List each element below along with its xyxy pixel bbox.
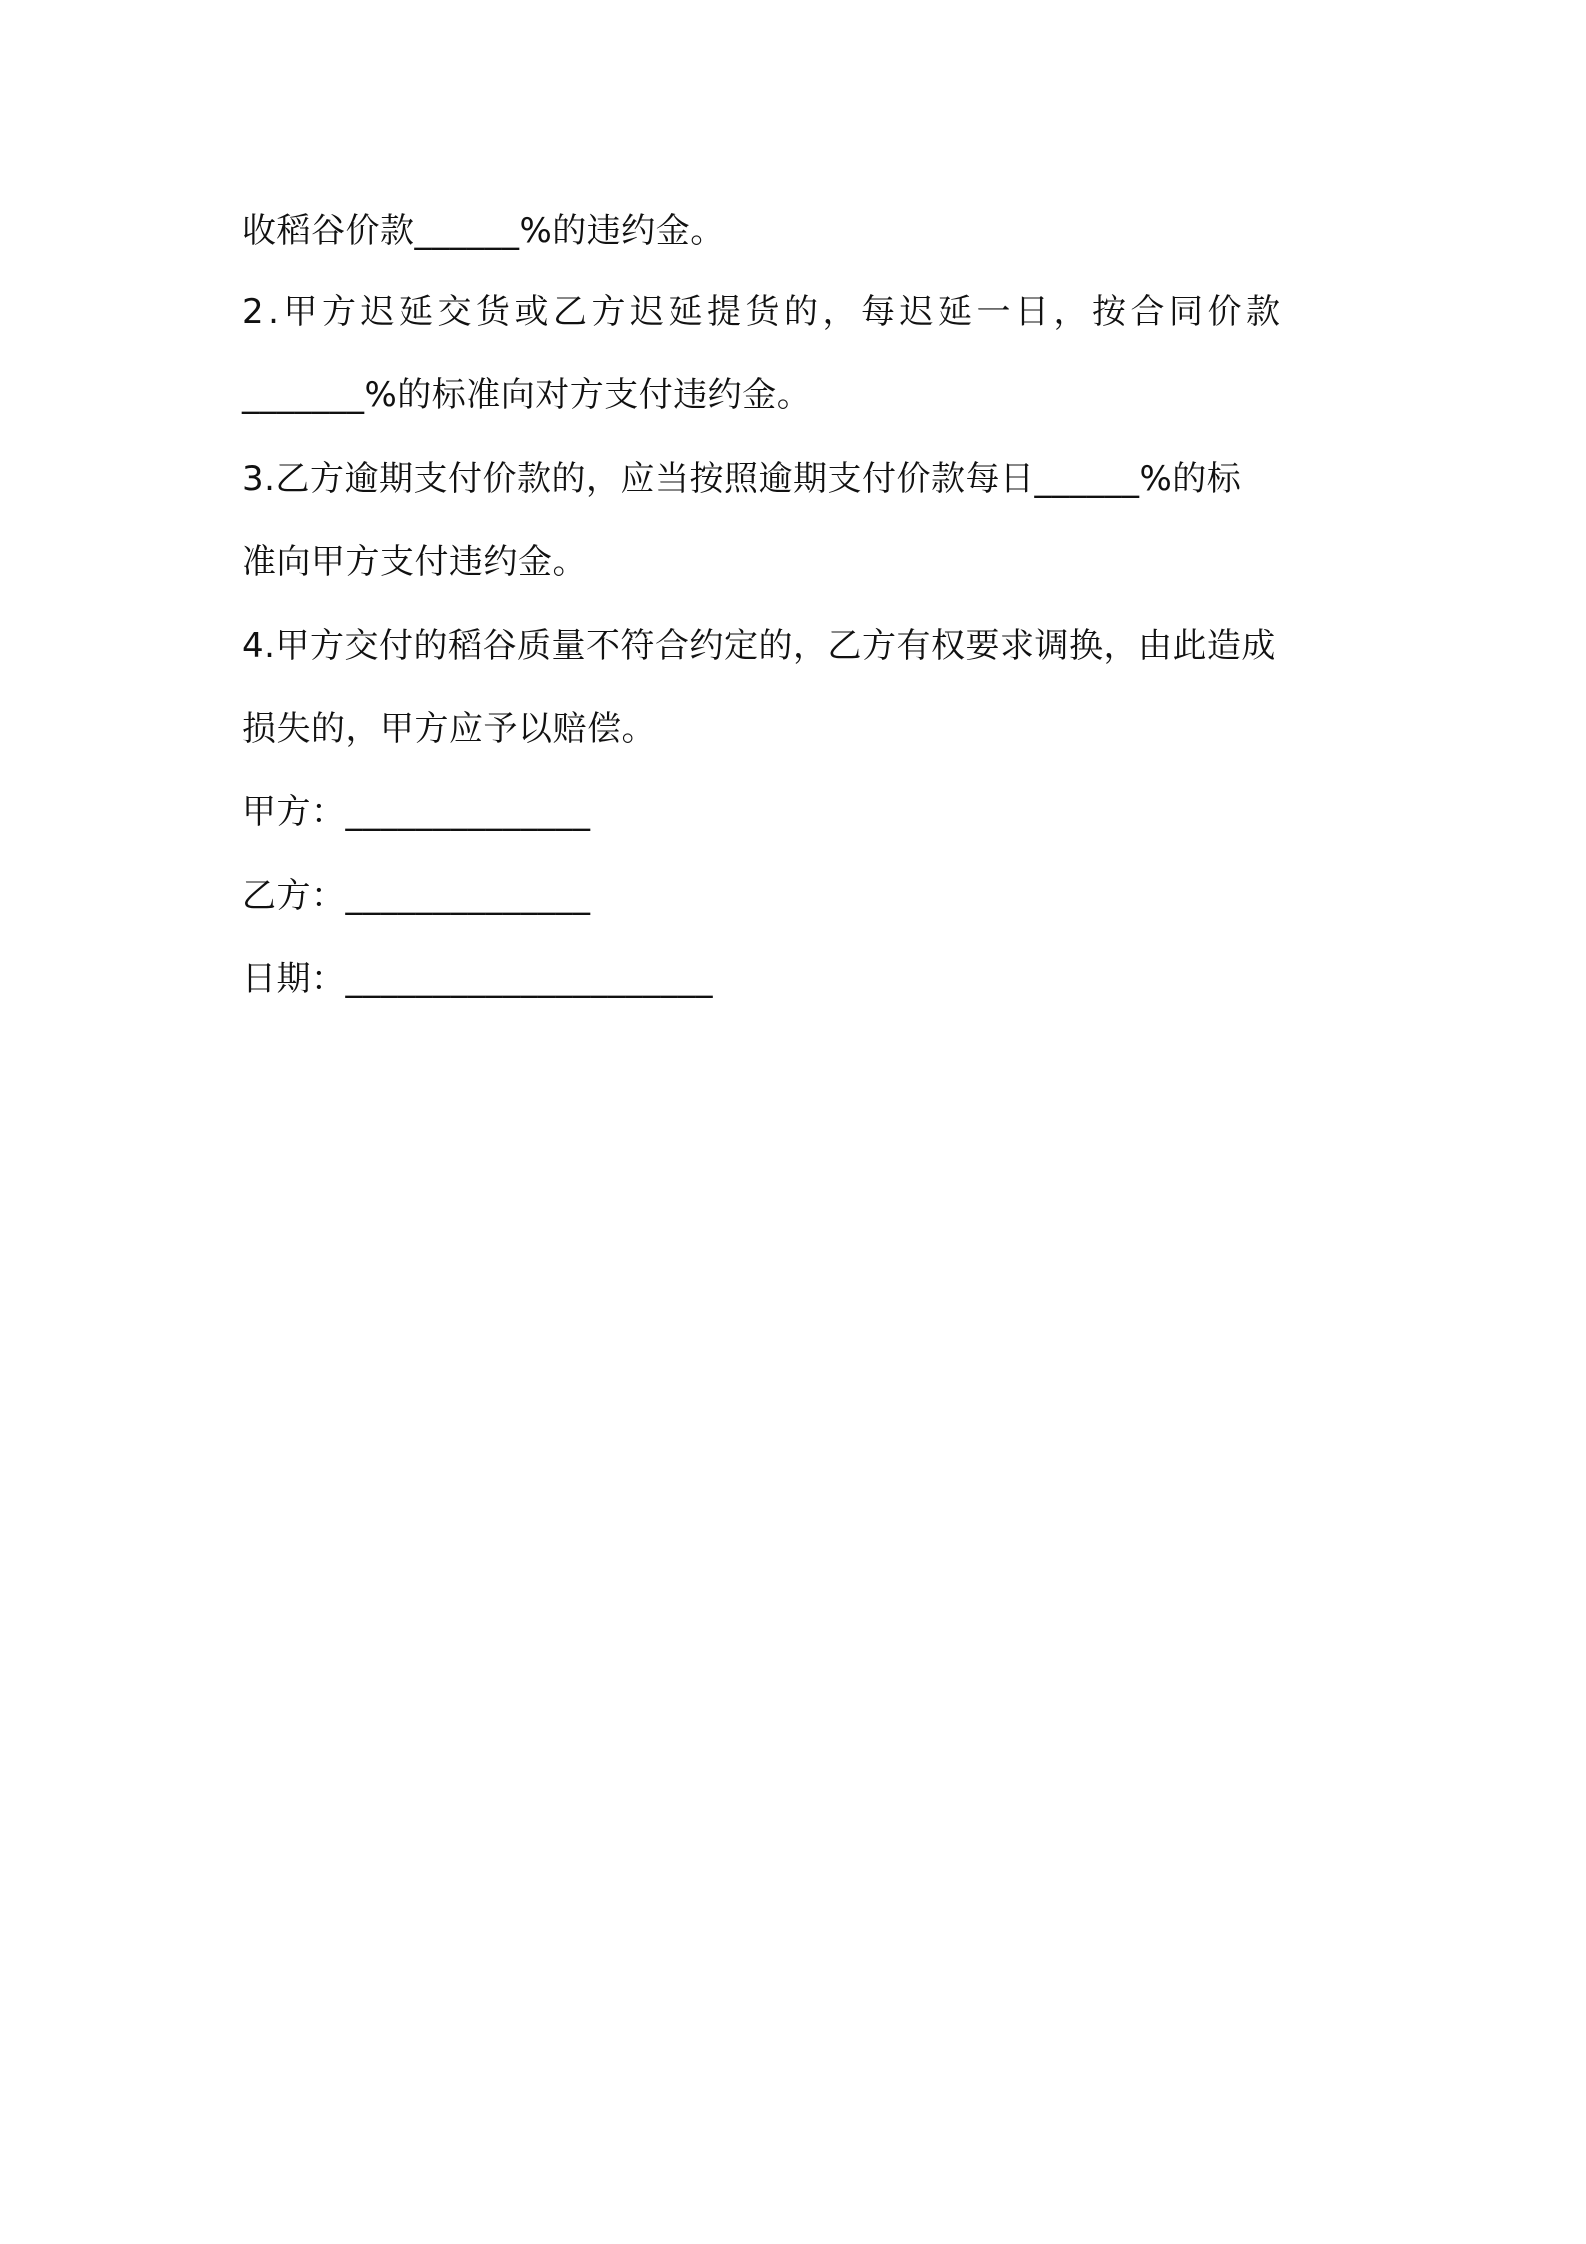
clause-text-line: _______%的标准向对方支付违约金。 bbox=[242, 375, 812, 415]
clause-text-line: 3.乙方逾期支付价款的，应当按照逾期支付价款每日______%的标 bbox=[242, 459, 1242, 499]
clause-text-line: 2.甲方迟延交货或乙方迟延提货的，每迟延一日，按合同价款 bbox=[242, 292, 1285, 332]
party-b-signature-line: 乙方：______________ bbox=[242, 876, 591, 916]
party-a-signature-line: 甲方：______________ bbox=[242, 792, 591, 832]
clause-text-line: 准向甲方支付违约金。 bbox=[242, 542, 587, 582]
clause-text-line: 收稻谷价款______%的违约金。 bbox=[242, 211, 725, 251]
clause-text-line: 损失的，甲方应予以赔偿。 bbox=[242, 709, 656, 749]
date-signature-line: 日期：_____________________ bbox=[242, 959, 713, 999]
clause-text-line: 4.甲方交付的稻谷质量不符合约定的，乙方有权要求调换，由此造成 bbox=[242, 626, 1276, 666]
